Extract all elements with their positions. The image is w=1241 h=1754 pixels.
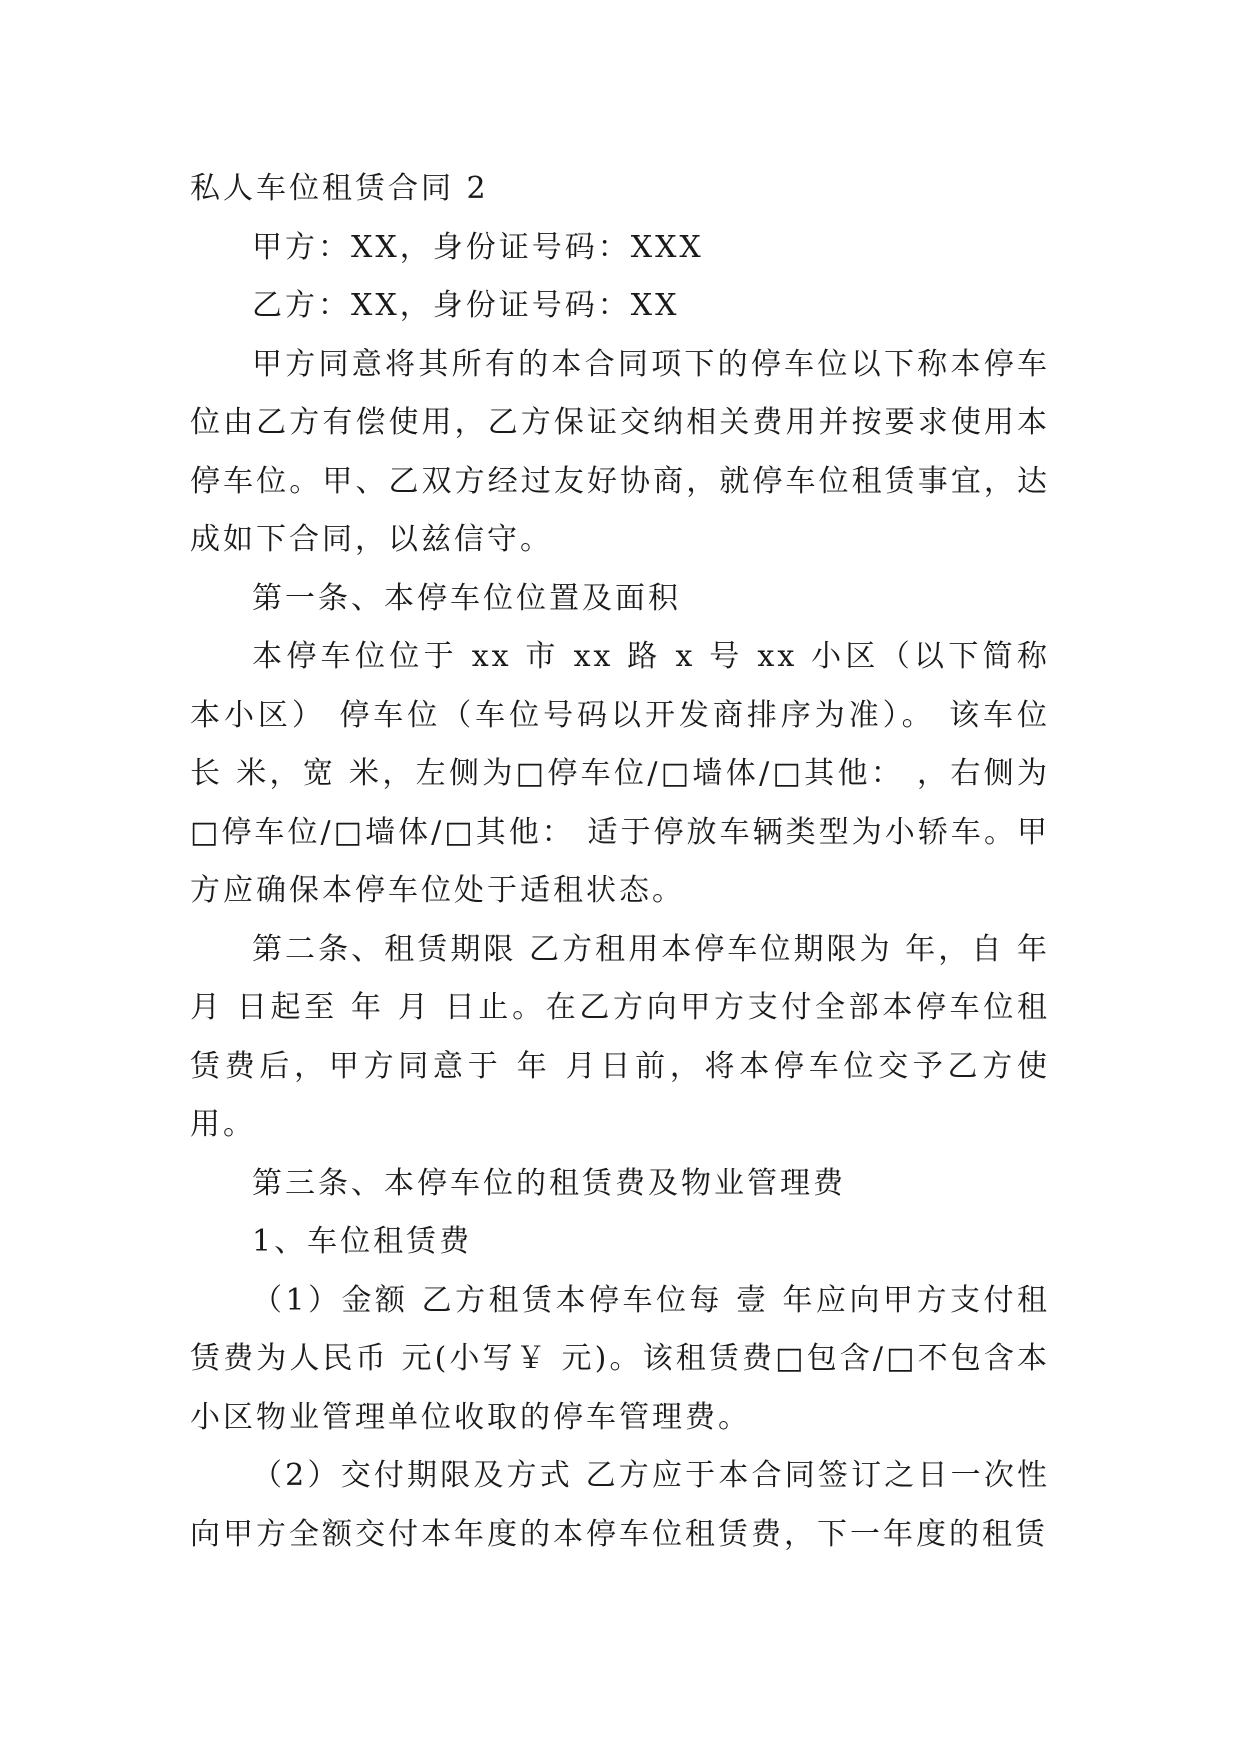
clause-1-paragraph: （1）金额 乙方租赁本停车位每 壹 年应向甲方支付租赁费为人民币 元(小写￥ 元)。该租赁费□包含/□不包含本小区物业管理单位收取的停车管理费。 <box>190 1282 1050 1435</box>
article-3-heading: 第三条、本停车位的租赁费及物业管理费 <box>252 1165 846 1201</box>
article-1-body: 本停车位位于 xx 市 xx 路 x 号 xx 小区（以下简称本小区） 停车位（车位号码以开发商排序为准）。 该车位长 米，宽 米，左侧为□停车位/□墙体/□其他： ，右侧为□停车位/□墙体/□其他： 适于停放车辆类型为小轿车。甲方应确保本停车位处于适租状态。 <box>190 639 1050 908</box>
party-a-line: 甲方：XX，身份证号码：XXX <box>252 229 704 265</box>
preamble-paragraph: 甲方同意将其所有的本合同项下的停车位以下称本停车位由乙方有偿使用，乙方保证交纳相关费用并按要求使用本停车位。甲、乙双方经过友好协商，就停车位租赁事宜，达成如下合同，以兹信守。 <box>190 346 1050 557</box>
party-b-line: 乙方：XX，身份证号码：XX <box>252 288 680 323</box>
document-body <box>190 160 1050 1564</box>
document-title: 私人车位租赁合同 2 <box>190 171 489 206</box>
section-1-heading: 1、车位租赁费 <box>252 1224 473 1259</box>
article-2-paragraph: 第二条、租赁期限 乙方租用本停车位期限为 年，自 年 月 日起至 年 月 日止。在乙方向甲方支付全部本停车位租赁费后，甲方同意于 年 月日前，将本停车位交予乙方使用。 <box>190 931 1050 1142</box>
article-1-heading: 第一条、本停车位位置及面积 <box>252 580 681 616</box>
clause-2-paragraph: （2）交付期限及方式 乙方应于本合同签订之日一次性向甲方全额交付本年度的本停车位租赁费，下一年度的租赁 <box>190 1458 1050 1552</box>
